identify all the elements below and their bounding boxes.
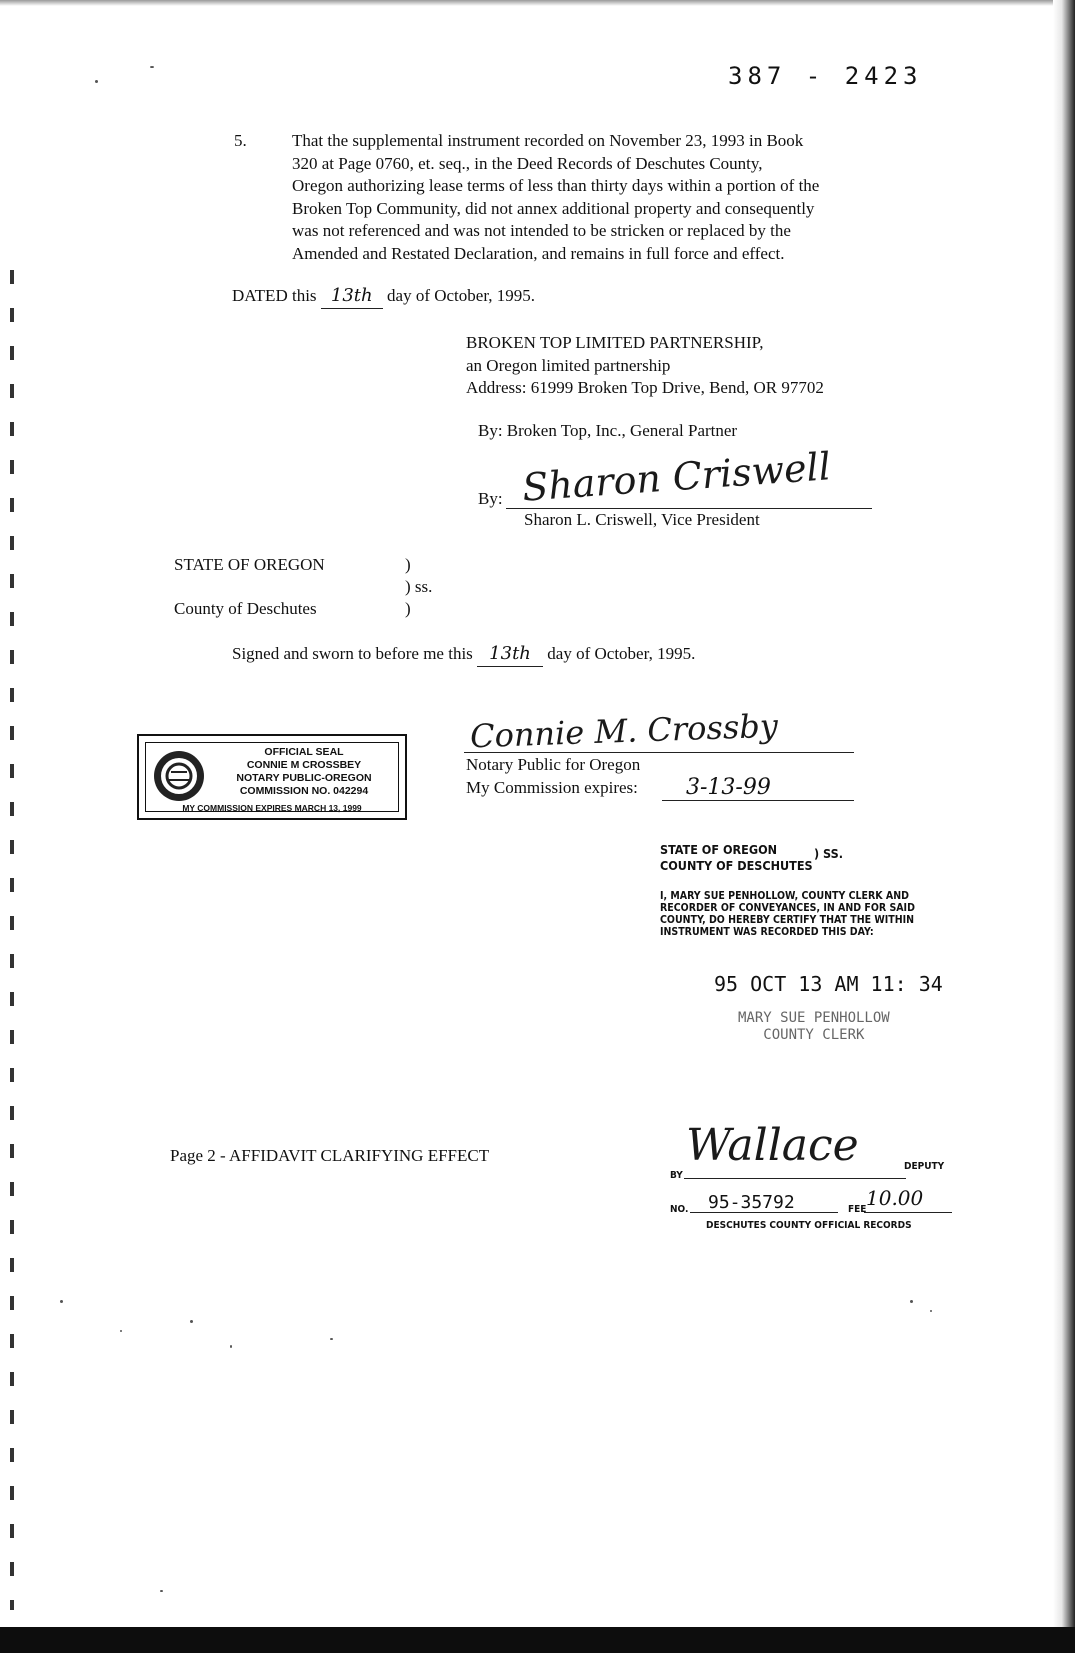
by-label: By: <box>478 489 503 508</box>
clerk-title: COUNTY CLERK <box>763 1027 865 1043</box>
certification-line: RECORDER OF CONVEYANCES, IN AND FOR SAID <box>660 902 915 914</box>
recorder-state: STATE OF OREGON <box>660 842 778 857</box>
certification-line: INSTRUMENT WAS RECORDED THIS DAY: <box>660 926 874 938</box>
jurat-suffix: day of October, 1995. <box>547 644 696 663</box>
deputy-label: DEPUTY <box>904 1161 945 1172</box>
clause-line: Oregon authorizing lease terms of less than thirty days within a portion of the <box>292 176 820 195</box>
record-number: 95-35792 <box>708 1192 795 1213</box>
scan-top-edge <box>0 0 1075 6</box>
record-no-label: NO. <box>670 1204 689 1215</box>
officer-signature: Sharon Criswell <box>520 444 833 510</box>
venue-ss: ) ss. <box>405 577 433 596</box>
officer-name-title: Sharon L. Criswell, Vice President <box>524 510 760 529</box>
seal-line: NOTARY PUBLIC-OREGON <box>236 772 372 784</box>
commission-expires-value: 3-13-99 <box>686 775 771 800</box>
dated-line <box>232 285 535 309</box>
general-partner-line: By: Broken Top, Inc., General Partner <box>478 421 738 440</box>
record-number-line <box>690 1212 838 1213</box>
dated-suffix: day of October, 1995. <box>387 286 536 305</box>
scan-speck <box>230 1345 232 1348</box>
venue-paren: ) <box>405 599 411 618</box>
seal-expiry: MY COMMISSION EXPIRES MARCH 13, 1999 <box>182 803 362 813</box>
official-records-footer: DESCHUTES COUNTY OFFICIAL RECORDS <box>706 1220 912 1231</box>
clerk-stamp <box>738 1010 890 1044</box>
commission-expires-line <box>662 800 854 801</box>
clause-line: That the supplemental instrument recorded on November 23, 1993 in Book <box>292 131 804 150</box>
commission-expires-label: My Commission expires: <box>466 778 638 797</box>
recorder-county: COUNTY OF DESCHUTES <box>660 858 813 873</box>
scan-speck <box>60 1300 63 1303</box>
certification-line: I, MARY SUE PENHOLLOW, COUNTY CLERK AND <box>660 890 909 902</box>
scan-speck <box>330 1338 333 1340</box>
clause-line: Amended and Restated Declaration, and remains in full force and effect. <box>292 243 785 263</box>
dated-prefix: DATED this <box>232 286 317 305</box>
seal-line: OFFICIAL SEAL <box>264 746 344 758</box>
scan-speck <box>910 1300 913 1303</box>
deputy-signature-line <box>684 1178 906 1179</box>
jurat-day-handwritten: 13th <box>477 643 543 667</box>
jurat-line <box>232 643 695 667</box>
venue-paren: ) <box>405 555 411 574</box>
signatory-block <box>466 332 824 400</box>
scan-speck <box>930 1310 932 1312</box>
recorder-venue <box>660 842 813 874</box>
dated-day-handwritten: 13th <box>321 285 383 309</box>
clause-line: was not referenced and was not intended to be stricken or replaced by the <box>292 221 791 240</box>
scan-speck <box>120 1330 122 1332</box>
seal-line: CONNIE M CROSSBEY <box>246 759 362 771</box>
book-page-number: 387 - 2423 <box>728 62 923 90</box>
scan-right-edge <box>1053 0 1075 1653</box>
scan-speck <box>150 66 154 68</box>
seal-line: COMMISSION NO. 042294 <box>239 785 369 797</box>
fee-label: FEE <box>848 1204 867 1215</box>
venue-county: County of Deschutes <box>174 599 317 618</box>
page-footer: Page 2 - AFFIDAVIT CLARIFYING EFFECT <box>170 1146 490 1165</box>
notary-seal <box>137 734 407 820</box>
certification-line: COUNTY, DO HEREBY CERTIFY THAT THE WITHIN <box>660 914 915 926</box>
jurat-prefix: Signed and sworn to before me this <box>232 644 473 663</box>
scan-left-marks <box>10 270 14 1610</box>
clause-text <box>292 130 932 265</box>
notary-signature-line <box>464 752 854 753</box>
company-address: Address: 61999 Broken Top Drive, Bend, OR 97702 <box>466 378 824 397</box>
clause-line: Broken Top Community, did not annex additional property and consequently <box>292 198 815 218</box>
recorder-ss: ) SS. <box>814 846 843 861</box>
venue-state: STATE OF OREGON <box>174 555 325 574</box>
notary-signature: Connie M. Crossby <box>469 706 779 756</box>
company-name: BROKEN TOP LIMITED PARTNERSHIP, <box>466 333 764 352</box>
scan-speck <box>95 80 98 83</box>
seal-text <box>209 746 399 798</box>
clause-line: 320 at Page 0760, et. seq., in the Deed Records of Deschutes County, <box>292 153 763 173</box>
clause-number: 5. <box>234 131 247 150</box>
recorder-certification <box>660 890 915 938</box>
deputy-by-label: BY <box>670 1170 683 1181</box>
scan-bottom-edge <box>0 1627 1075 1653</box>
fee-line <box>864 1212 952 1213</box>
company-type: an Oregon limited partnership <box>466 355 671 375</box>
scan-speck <box>190 1320 193 1323</box>
fee-value: 10.00 <box>866 1186 924 1210</box>
oregon-state-seal-icon <box>153 750 205 802</box>
recording-timestamp: 95 OCT 13 AM 11: 34 <box>714 972 943 996</box>
deputy-signature: Wallace <box>686 1120 859 1171</box>
scan-speck <box>160 1590 163 1592</box>
notary-title: Notary Public for Oregon <box>466 755 641 774</box>
clerk-name: MARY SUE PENHOLLOW <box>738 1010 890 1026</box>
